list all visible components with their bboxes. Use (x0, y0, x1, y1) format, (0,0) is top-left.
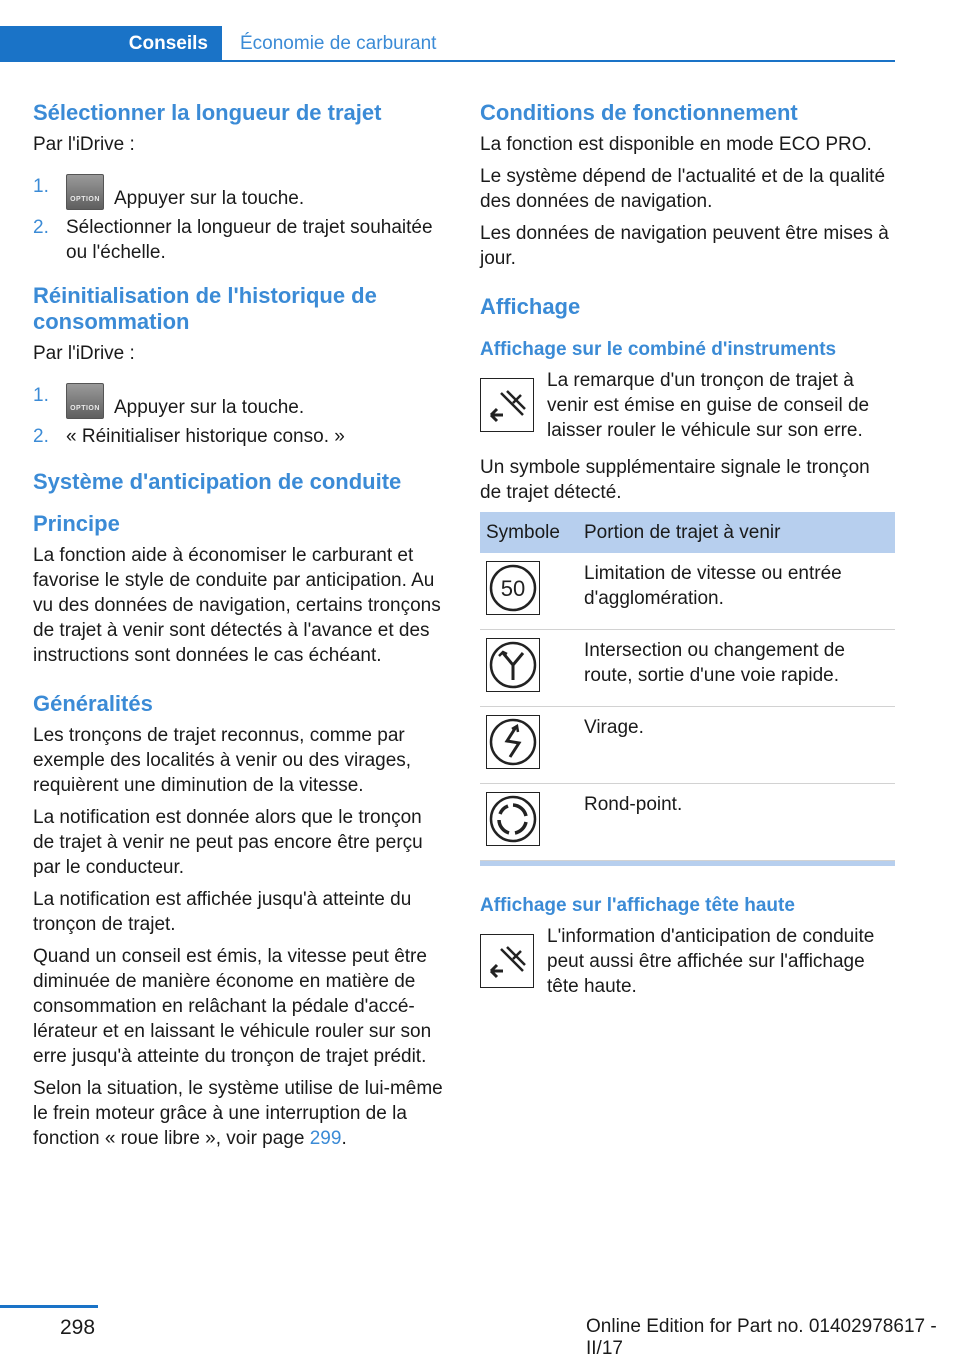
step-text: Sélectionner la longueur de trajet souhaitée ou l'échelle. (66, 217, 433, 263)
table-row (480, 707, 895, 784)
left-column (33, 100, 447, 1158)
heading-head-up-display: Affichage sur l'affichage tête haute (480, 895, 795, 916)
general-paragraph-1: Les tronçons de trajet reconnus, comme par exemple des localités à venir ou des virages, requièrent une diminution de la vitesse. (33, 725, 412, 796)
heading-conditions: Conditions de fonctionnement (480, 100, 798, 125)
heading-anticipation-system: Système d'anticipation de conduite (33, 469, 402, 494)
symbol-cell (480, 630, 578, 707)
step-number: 1. (33, 385, 49, 406)
heading-trip-length: Sélectionner la longueur de trajet (33, 100, 382, 125)
hud-note-text: L'information d'anticipation de conduite peut aussi être affichée sur l'affichage tête haute. (547, 926, 875, 997)
symbol-cell (480, 784, 578, 861)
page-number: 298 (60, 1316, 96, 1339)
portion-cell: Limitation de vitesse ou entrée d'agglomération. (578, 553, 895, 630)
general-paragraph-2: La notification est donnée alors que le tronçon de trajet à venir ne peut pas encore être perçu par le conducteur. (33, 807, 423, 878)
portion-cell: Intersection ou changement de route, sortie d'une voie rapide. (578, 630, 895, 707)
speed-limit-value: 50 (500, 576, 526, 601)
idrive-intro-1: Par l'iDrive : (33, 134, 135, 155)
list-item (33, 174, 447, 211)
coasting-hint-icon (480, 378, 534, 432)
cluster-note (480, 368, 895, 443)
right-column (480, 100, 895, 1011)
option-button-icon (66, 383, 104, 419)
general-paragraph-4: Quand un conseil est émis, la vitesse peut être diminuée de manière économe en matière de consommation en relâchant la pédale d'accélérateur et en laissant le véhicule rouler sur son erre jusqu'à atteinte du tronçon de trajet prédit. (33, 946, 432, 1067)
conditions-paragraph-2: Le système dépend de l'actualité et de la qualité des données de navigation. (480, 166, 886, 212)
intersection-icon (486, 638, 540, 692)
table-header-symbol: Symbole (480, 512, 578, 553)
portion-cell: Rond-point. (578, 784, 895, 861)
hud-note (480, 924, 895, 999)
coasting-hint-icon (480, 934, 534, 988)
steps-list-1 (33, 174, 447, 265)
general-paragraph-5 (33, 1076, 447, 1151)
period: . (341, 1128, 347, 1149)
option-button-label: OPTION (70, 196, 100, 203)
step-text: Appuyer sur la touche. (114, 397, 305, 418)
table-row (480, 784, 895, 861)
step-text: « Réinitialiser historique conso. » (66, 426, 345, 447)
list-item (33, 383, 447, 420)
edition-info: Online Edition for Part no. 01402978617 - II/17 (586, 1316, 937, 1359)
symbol-paragraph: Un symbole supplémentaire signale le tronçon de trajet détecté. (480, 457, 870, 503)
table-row (480, 630, 895, 707)
conditions-paragraph-3: Les données de navigation peuvent être mises à jour. (480, 223, 889, 269)
header-rule (0, 60, 895, 62)
principle-paragraph: La fonction aide à économiser le carburant et favorise le style de conduite par anticipation. Au vu des données de navigation, certains tronçons de trajet à venir sont détectés à l'avance et des instructions sont données le cas échéant. (33, 545, 441, 666)
roundabout-icon (486, 792, 540, 846)
steps-list-2 (33, 383, 447, 449)
step-text: Appuyer sur la touche. (114, 188, 305, 209)
section-breadcrumb[interactable]: Économie de carburant (240, 33, 437, 54)
curve-icon (486, 715, 540, 769)
portion-cell: Virage. (578, 707, 895, 784)
heading-general: Généralités (33, 691, 153, 716)
heading-instrument-cluster: Affichage sur le combiné d'instruments (480, 339, 837, 360)
table-row (480, 553, 895, 630)
speed-limit-50-icon (486, 561, 540, 615)
conditions-paragraph-1: La fonction est disponible en mode ECO PRO. (480, 134, 872, 155)
option-button-icon (66, 174, 104, 210)
table-header-row (480, 512, 895, 553)
list-item (33, 215, 447, 265)
cluster-note-text: La remarque d'un tronçon de trajet à venir est émise en guise de conseil de laisser rouler le véhicule sur son erre. (547, 370, 870, 441)
step-number: 2. (33, 217, 49, 238)
symbol-cell (480, 553, 578, 630)
step-number: 2. (33, 426, 49, 447)
idrive-intro-2: Par l'iDrive : (33, 343, 135, 364)
heading-principle: Principe (33, 511, 120, 536)
general-paragraph-3: La notification est affichée jusqu'à atteinte du tronçon de trajet. (33, 889, 412, 935)
symbol-cell (480, 707, 578, 784)
heading-reset-history: Réinitialisation de l'historique de consommation (33, 283, 377, 334)
footer-rule (0, 1305, 98, 1308)
symbol-table (480, 512, 895, 861)
step-number: 1. (33, 176, 49, 197)
chapter-tab[interactable]: Conseils (0, 26, 222, 62)
general-paragraph-5-text: Selon la situation, le système utilise de lui-même le frein moteur grâce à une interruption de la fonction « roue libre », voir page (33, 1078, 443, 1149)
table-header-portion: Portion de trajet à venir (578, 512, 895, 553)
heading-display: Affichage (480, 294, 581, 319)
page-reference-link[interactable]: 299 (309, 1128, 342, 1149)
list-item (33, 424, 447, 449)
option-button-label: OPTION (70, 405, 100, 412)
